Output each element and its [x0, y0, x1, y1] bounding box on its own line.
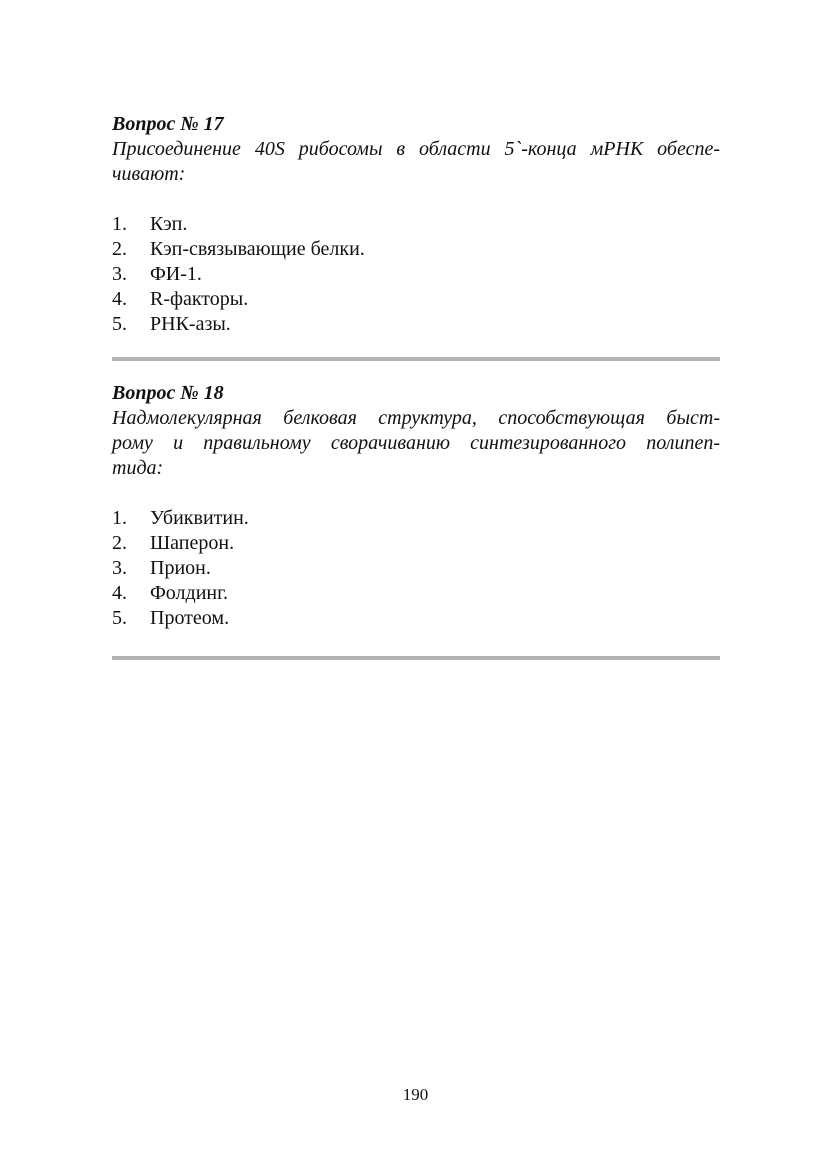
answer-option: [112, 262, 720, 287]
answer-number: 1.: [112, 213, 127, 235]
answer-option: [112, 506, 720, 531]
answer-number: 4.: [112, 288, 127, 310]
answer-number: 4.: [112, 582, 127, 604]
answer-number: 3.: [112, 557, 127, 579]
answer-option: [112, 237, 720, 262]
answer-number: 2.: [112, 532, 127, 554]
question-text-line: Надмолекулярная белковая структура, способствующая быст-: [112, 407, 720, 429]
answer-text: Прион.: [150, 557, 211, 579]
question-heading: Вопрос № 17: [112, 113, 224, 135]
answer-option: [112, 287, 720, 312]
answer-text: R-факторы.: [150, 288, 249, 310]
question-18: [112, 381, 720, 631]
answer-text: Фолдинг.: [150, 582, 229, 604]
answer-number: 5.: [112, 607, 127, 629]
page-content: [112, 112, 720, 660]
answer-option: [112, 581, 720, 606]
answer-text: РНК-азы.: [150, 313, 231, 335]
answer-option: [112, 312, 720, 337]
question-text-line: Присоединение 40S рибосомы в области 5`-конца мРНК обеспе-: [112, 138, 720, 160]
answer-option: [112, 531, 720, 556]
answer-text: Кэп.: [150, 213, 188, 235]
question-text-line: рому и правильному сворачиванию синтезированного полипеп-: [112, 432, 720, 454]
answer-option: [112, 212, 720, 237]
question-17: [112, 112, 720, 337]
answer-list: [112, 506, 720, 631]
section-divider: [112, 357, 720, 361]
question-text: [112, 406, 720, 481]
answer-text: Протеом.: [150, 607, 230, 629]
answer-text: ФИ-1.: [150, 263, 202, 285]
answer-text: Убиквитин.: [150, 507, 249, 529]
question-text-line: тида:: [112, 457, 164, 479]
answer-number: 3.: [112, 263, 127, 285]
question-text: [112, 137, 720, 187]
answer-number: 2.: [112, 238, 127, 260]
question-heading: Вопрос № 18: [112, 382, 224, 404]
answer-text: Шаперон.: [150, 532, 235, 554]
answer-text: Кэп-связывающие белки.: [150, 238, 365, 260]
answer-option: [112, 556, 720, 581]
page-number: 190: [402, 1085, 429, 1104]
answer-option: [112, 606, 720, 631]
section-divider: [112, 656, 720, 660]
question-text-line: чивают:: [112, 163, 186, 185]
answer-number: 5.: [112, 313, 127, 335]
answer-list: [112, 212, 720, 337]
answer-number: 1.: [112, 507, 127, 529]
